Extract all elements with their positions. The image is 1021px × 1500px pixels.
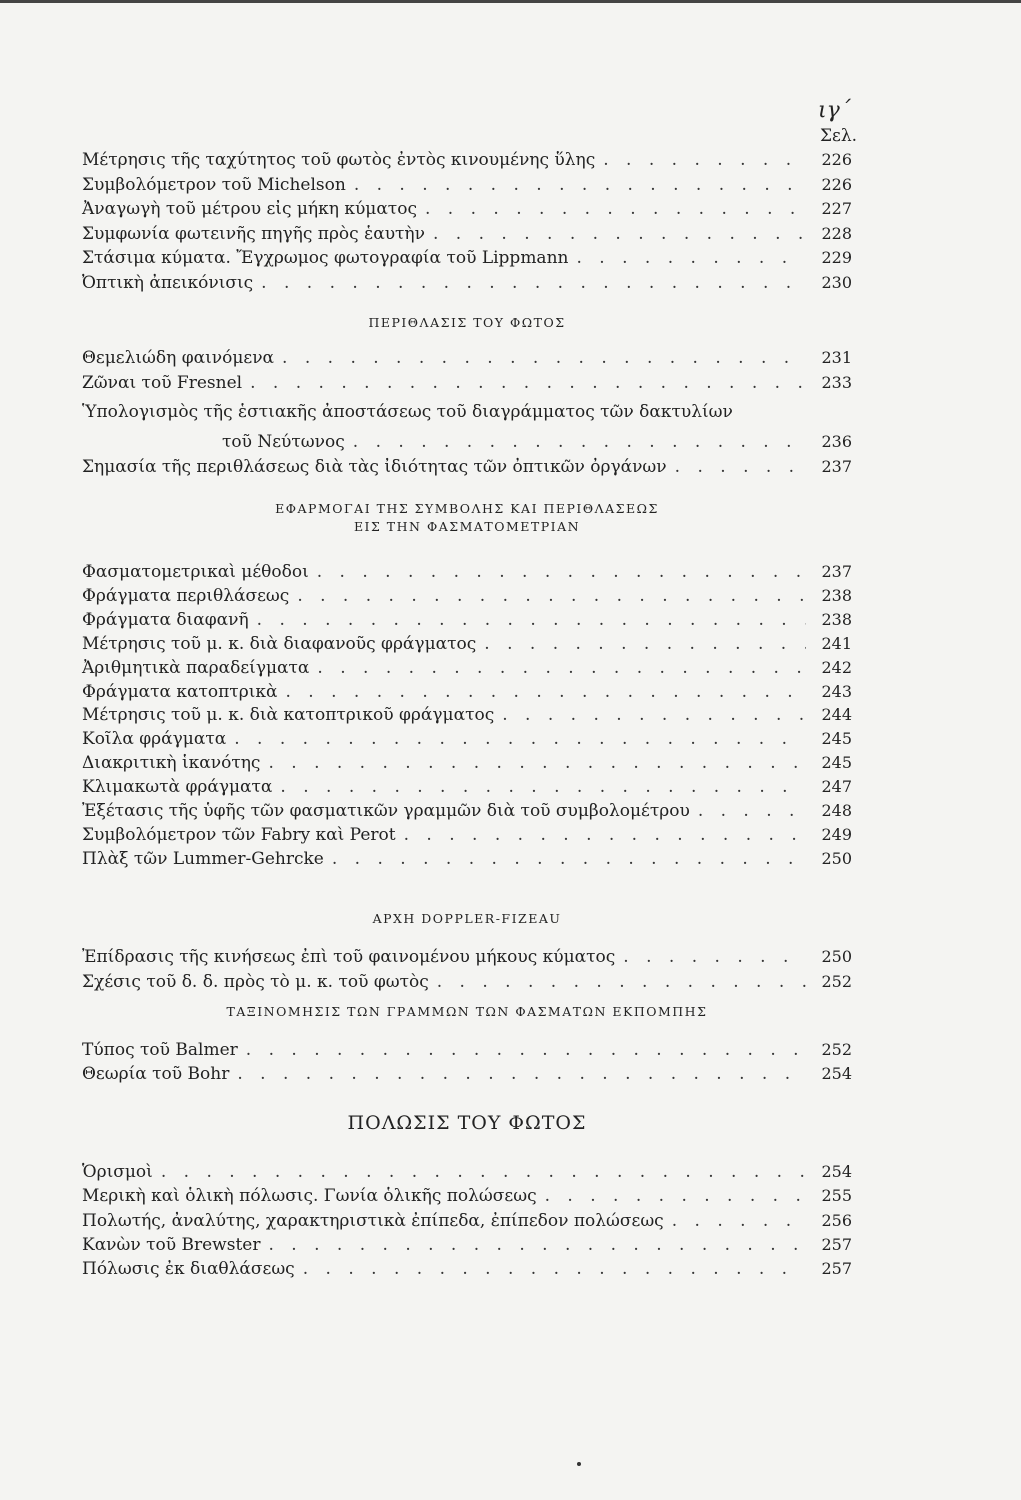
dot-leader bbox=[623, 945, 806, 969]
dot-leader bbox=[250, 371, 806, 395]
dot-leader bbox=[404, 823, 806, 847]
dot-leader bbox=[502, 703, 806, 727]
dot-leader bbox=[317, 560, 806, 584]
toc-entry-label: Φράγματα διαφανῆ bbox=[82, 609, 249, 630]
toc-entry bbox=[82, 970, 852, 994]
toc-entry-page: 256 bbox=[821, 1210, 852, 1230]
section-heading-polarization: ΠΟΛΩΣΙΣ ΤΟΥ ΦΩΤΟΣ bbox=[347, 1112, 587, 1134]
toc-entry-page: 226 bbox=[821, 174, 852, 194]
page-top-border bbox=[0, 0, 1021, 3]
dot-leader bbox=[282, 346, 806, 370]
toc-entry-page: 241 bbox=[821, 633, 852, 653]
dot-leader bbox=[234, 727, 806, 751]
toc-entry bbox=[82, 799, 852, 823]
toc-entry-page: 248 bbox=[821, 801, 852, 820]
toc-entry-label: Ὁρισμοὶ bbox=[82, 1162, 153, 1182]
toc-entry-page: 257 bbox=[821, 1234, 852, 1254]
toc-entry bbox=[82, 346, 852, 370]
dot-leader bbox=[698, 799, 806, 823]
dot-leader bbox=[161, 1160, 806, 1184]
dot-leader bbox=[353, 430, 806, 454]
page-dot bbox=[577, 1462, 581, 1466]
toc-entry-label: Κοῖλα φράγματα bbox=[82, 729, 227, 750]
toc-entry-page: 230 bbox=[821, 273, 852, 292]
toc-entry-label: Μέτρησις τῆς ταχύτητος τοῦ φωτὸς ἐντὸς κινουμένης ὕλης bbox=[82, 150, 596, 170]
dot-leader bbox=[354, 173, 806, 197]
dot-leader bbox=[576, 246, 806, 270]
toc-entry-label: Ἐξέτασις τῆς ὑφῆς τῶν φασματικῶν γραμμῶν διὰ τοῦ συμβολομέτρου bbox=[82, 801, 690, 821]
toc-entry-page: 243 bbox=[821, 681, 852, 701]
toc-entry-label: Τύπος τοῦ Balmer bbox=[82, 1040, 238, 1060]
dot-leader bbox=[484, 632, 806, 656]
toc-entry-label: Ζῶναι τοῦ Fresnel bbox=[82, 373, 243, 393]
dot-leader bbox=[268, 1233, 806, 1257]
dot-leader bbox=[332, 847, 806, 871]
dot-leader bbox=[261, 271, 806, 295]
toc-entry-label: Θεωρία τοῦ Bohr bbox=[82, 1064, 230, 1084]
toc-entry-label: Μέτρησις τοῦ μ. κ. διὰ διαφανοῦς φράγματος bbox=[82, 633, 477, 654]
toc-entry bbox=[82, 727, 852, 751]
toc-entry-page: 245 bbox=[821, 753, 852, 773]
toc-entry bbox=[82, 1209, 852, 1233]
toc-entry-page: 254 bbox=[821, 1162, 852, 1181]
toc-entry-label: Πολωτής, ἀναλύτης, χαρακτηριστικὰ ἐπίπεδα, ἐπίπεδον πολώσεως bbox=[82, 1210, 664, 1231]
dot-leader bbox=[675, 455, 806, 479]
toc-entry-page: 245 bbox=[821, 729, 852, 749]
toc-entry-label: Διακριτικὴ ἱκανότης bbox=[82, 753, 261, 774]
dot-leader bbox=[303, 1257, 806, 1281]
toc-entry-label: Θεμελιώδη φαινόμενα bbox=[82, 348, 275, 368]
toc-entry bbox=[82, 560, 852, 584]
dot-leader bbox=[285, 680, 806, 704]
toc-entry-page: 250 bbox=[821, 947, 852, 966]
toc-entry bbox=[82, 751, 852, 775]
section-heading-classification: ΤΑΞΙΝΟΜΗΣΙΣ ΤΩΝ ΓΡΑΜΜΩΝ ΤΩΝ ΦΑΣΜΑΤΩΝ ΕΚΠΟΜΠΗΣ bbox=[226, 1004, 708, 1019]
dot-leader bbox=[317, 656, 806, 680]
dot-leader bbox=[257, 608, 806, 632]
toc-entry-label: Κανὼν τοῦ Brewster bbox=[82, 1234, 261, 1255]
toc-entry-label: Μέτρησις τοῦ μ. κ. διὰ κατοπτρικοῦ φράγματος bbox=[82, 705, 495, 726]
dot-leader bbox=[297, 584, 806, 608]
toc-entry-label: Σημασία τῆς περιθλάσεως διὰ τὰς ἰδιότητας τῶν ὀπτικῶν ὀργάνων bbox=[82, 457, 667, 477]
toc-entry-label: Σχέσις τοῦ δ. δ. πρὸς τὸ μ. κ. τοῦ φωτὸς bbox=[82, 972, 429, 992]
toc-entry-label: Φασματομετρικαὶ μέθοδοι bbox=[82, 562, 309, 582]
section-heading-applications-line1: ΕΦΑΡΜΟΓΑΙ ΤΗΣ ΣΥΜΒΟΛΗΣ ΚΑΙ ΠΕΡΙΘΛΑΣΕΩΣ bbox=[275, 501, 659, 516]
dot-leader bbox=[672, 1209, 806, 1233]
toc-entry-page: 237 bbox=[821, 457, 852, 476]
toc-entry-page: 247 bbox=[821, 777, 852, 797]
toc-entry-page: 257 bbox=[821, 1259, 852, 1279]
toc-entry bbox=[82, 823, 852, 847]
toc-entry-multiline-first: Ὑπολογισμὸς τῆς ἑστιακῆς ἀποστάσεως τοῦ διαγράμματος τῶν δακτυλίων bbox=[82, 402, 733, 422]
toc-entry-page: 252 bbox=[821, 1040, 852, 1059]
toc-entry-label: Συμφωνία φωτεινῆς πηγῆς πρὸς ἑαυτὴν bbox=[82, 223, 425, 244]
toc-entry-label: Ἀναγωγὴ τοῦ μέτρου εἰς μήκη κύματος bbox=[82, 199, 417, 220]
toc-entry-label: Κλιμακωτὰ φράγματα bbox=[82, 777, 273, 798]
dot-leader bbox=[603, 148, 806, 172]
section-heading-diffraction: ΠΕΡΙΘΛΑΣΙΣ ΤΟΥ ΦΩΤΟΣ bbox=[368, 315, 566, 330]
dot-leader bbox=[280, 775, 806, 799]
toc-entry-page: 242 bbox=[821, 657, 852, 677]
toc-entry-page: 236 bbox=[821, 432, 852, 451]
dot-leader bbox=[545, 1184, 806, 1208]
toc-entry-label: Στάσιμα κύματα. Ἔγχρωμος φωτογραφία τοῦ Lippmann bbox=[82, 248, 569, 269]
toc-entry bbox=[82, 945, 852, 969]
section-heading-applications-line2: ΕΙΣ ΤΗΝ ΦΑΣΜΑΤΟΜΕΤΡΙΑΝ bbox=[353, 519, 581, 534]
toc-entry-label: Μερικὴ καὶ ὁλικὴ πόλωσις. Γωνία ὁλικῆς πολώσεως bbox=[82, 1186, 537, 1207]
toc-entry-page: 249 bbox=[821, 824, 852, 844]
dot-leader bbox=[246, 1038, 806, 1062]
toc-entry-label: Συμβολόμετρον τοῦ Michelson bbox=[82, 174, 346, 195]
toc-entry-page: 231 bbox=[821, 348, 852, 367]
dot-leader bbox=[268, 751, 806, 775]
toc-entry bbox=[82, 703, 852, 727]
toc-entry bbox=[82, 173, 852, 197]
toc-entry-label: Φράγματα περιθλάσεως bbox=[82, 585, 290, 606]
toc-entry-page: 233 bbox=[821, 373, 852, 392]
toc-entry bbox=[82, 584, 852, 608]
toc-entry bbox=[82, 608, 852, 632]
toc-entry bbox=[82, 632, 852, 656]
toc-entry bbox=[82, 197, 852, 221]
toc-entry-label: Πλὰξ τῶν Lummer-Gehrcke bbox=[82, 848, 324, 869]
toc-entry bbox=[82, 1233, 852, 1257]
toc-entry bbox=[82, 1038, 852, 1062]
dot-leader bbox=[433, 222, 806, 246]
toc-entry bbox=[82, 148, 852, 172]
toc-entry bbox=[82, 222, 852, 246]
dot-leader bbox=[237, 1062, 806, 1086]
toc-entry bbox=[82, 680, 852, 704]
toc-entry-label: Ὀπτικὴ ἀπεικόνισις bbox=[82, 273, 254, 293]
toc-entry-page: 227 bbox=[821, 199, 852, 219]
toc-entry-multiline-second bbox=[222, 430, 852, 454]
toc-entry-page: 254 bbox=[821, 1064, 852, 1083]
toc-entry bbox=[82, 775, 852, 799]
toc-entry-page: 237 bbox=[821, 562, 852, 581]
section-heading-doppler: ΑΡΧΗ DOPPLER-FIZEAU bbox=[372, 911, 562, 926]
page-number: ιγ΄ bbox=[818, 98, 851, 123]
toc-entry-label: Ἐπίδρασις τῆς κινήσεως ἐπὶ τοῦ φαινομένου μήκους κύματος bbox=[82, 947, 616, 967]
toc-entry bbox=[82, 246, 852, 270]
toc-entry-page: 238 bbox=[821, 585, 852, 605]
toc-entry-page: 226 bbox=[821, 150, 852, 169]
toc-entry bbox=[82, 1160, 852, 1184]
toc-entry-label: Πόλωσις ἐκ διαθλάσεως bbox=[82, 1259, 295, 1280]
toc-entry-page: 229 bbox=[821, 248, 852, 268]
toc-entry-page: 252 bbox=[821, 972, 852, 991]
page-column-header: Σελ. bbox=[820, 126, 858, 146]
toc-entry-page: 238 bbox=[821, 609, 852, 629]
toc-entry bbox=[82, 271, 852, 295]
toc-entry bbox=[82, 1062, 852, 1086]
dot-leader bbox=[425, 197, 806, 221]
toc-entry-label: Φράγματα κατοπτρικὰ bbox=[82, 681, 278, 702]
dot-leader bbox=[437, 970, 806, 994]
toc-entry-label: τοῦ Νεύτωνος bbox=[222, 432, 345, 452]
toc-entry bbox=[82, 656, 852, 680]
toc-entry-label: Ἀριθμητικὰ παραδείγματα bbox=[82, 657, 310, 678]
toc-entry bbox=[82, 455, 852, 479]
toc-entry-page: 244 bbox=[821, 705, 852, 725]
toc-entry-page: 228 bbox=[821, 223, 852, 243]
toc-entry-page: 250 bbox=[821, 848, 852, 868]
toc-entry-label: Συμβολόμετρον τῶν Fabry καὶ Perot bbox=[82, 824, 396, 845]
toc-entry bbox=[82, 1184, 852, 1208]
toc-entry bbox=[82, 847, 852, 871]
toc-entry bbox=[82, 371, 852, 395]
toc-entry-page: 255 bbox=[821, 1186, 852, 1206]
toc-entry bbox=[82, 1257, 852, 1281]
